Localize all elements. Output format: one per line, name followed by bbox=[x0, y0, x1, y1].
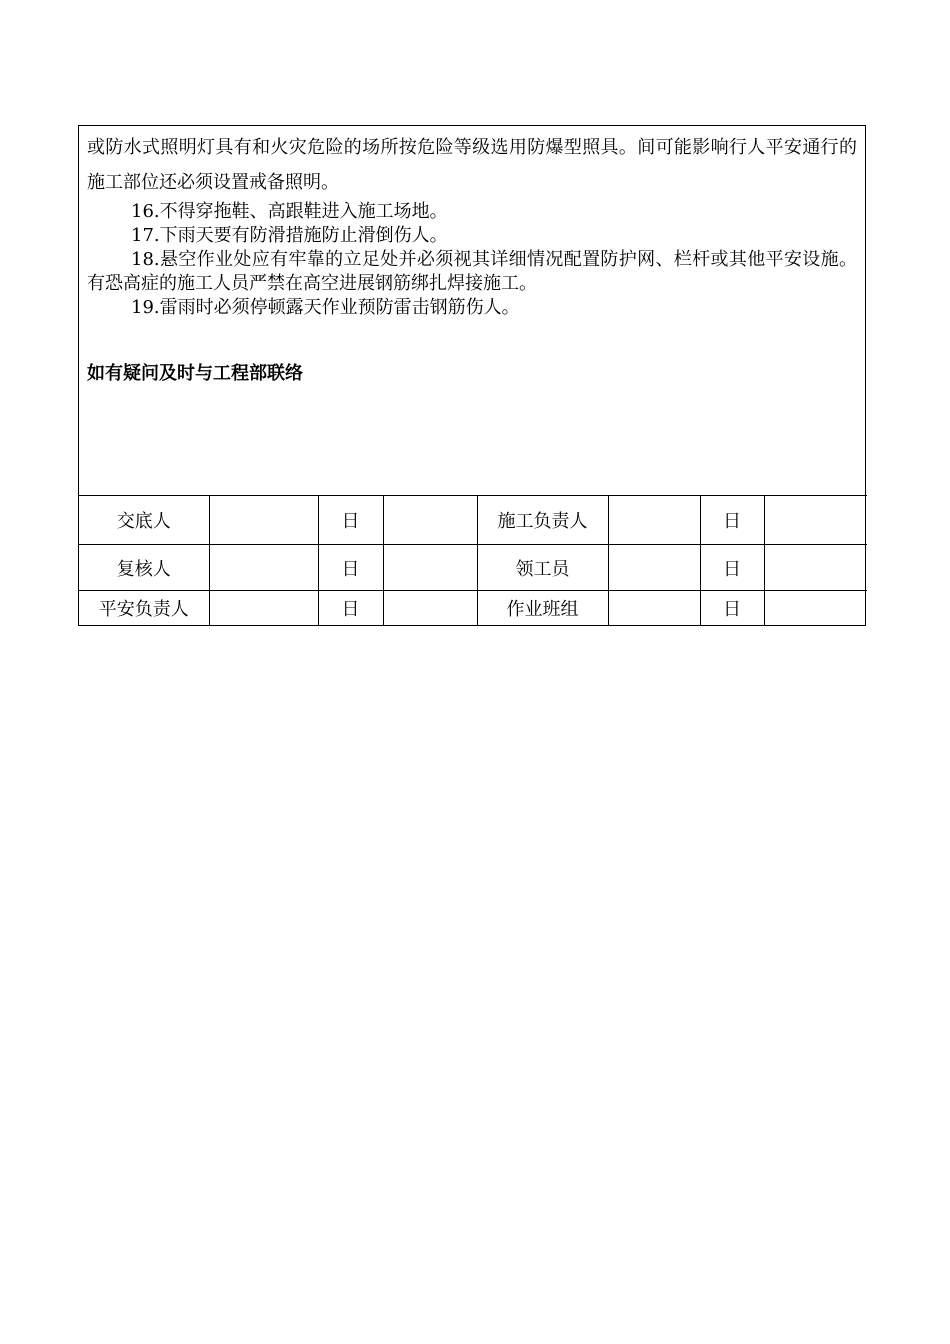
date-label: 日 bbox=[318, 545, 383, 591]
signature-field[interactable] bbox=[209, 496, 318, 545]
date-field[interactable] bbox=[383, 591, 477, 625]
paragraph-item-17: 17.下雨天要有防滑措施防止滑倒伤人。 bbox=[131, 225, 448, 246]
signoff-table bbox=[79, 495, 867, 625]
signature-field[interactable] bbox=[209, 545, 318, 591]
date-label: 日 bbox=[700, 545, 764, 591]
date-field[interactable] bbox=[383, 545, 477, 591]
content-section bbox=[79, 126, 865, 495]
date-label: 日 bbox=[318, 496, 383, 545]
role-label: 平安负责人 bbox=[79, 591, 209, 625]
document-form bbox=[78, 125, 866, 626]
table-row bbox=[79, 545, 867, 591]
role-label: 施工负责人 bbox=[477, 496, 608, 545]
role-label: 复核人 bbox=[79, 545, 209, 591]
date-field[interactable] bbox=[764, 545, 867, 591]
signature-field[interactable] bbox=[608, 591, 700, 625]
paragraph-item-16: 16.不得穿拖鞋、高跟鞋进入施工场地。 bbox=[131, 201, 448, 222]
role-label: 作业班组 bbox=[477, 591, 608, 625]
signature-field[interactable] bbox=[209, 591, 318, 625]
paragraph-item-19: 19.雷雨时必须停顿露天作业预防雷击钢筋伤人。 bbox=[131, 297, 520, 318]
table-row bbox=[79, 591, 867, 625]
date-field[interactable] bbox=[383, 496, 477, 545]
table-row bbox=[79, 496, 867, 545]
contact-note: 如有疑问及时与工程部联络 bbox=[87, 363, 303, 384]
role-label: 交底人 bbox=[79, 496, 209, 545]
date-label: 日 bbox=[318, 591, 383, 625]
signature-field[interactable] bbox=[608, 496, 700, 545]
date-label: 日 bbox=[700, 591, 764, 625]
date-label: 日 bbox=[700, 496, 764, 545]
date-field[interactable] bbox=[764, 496, 867, 545]
signature-field[interactable] bbox=[608, 545, 700, 591]
paragraph-lighting: 或防水式照明灯具有和火灾危险的场所按危险等级选用防爆型照具。间可能影响行人平安通行的施工部位还必须设置戒备照明。 bbox=[87, 137, 857, 193]
role-label: 领工员 bbox=[477, 545, 608, 591]
paragraph-item-18: 18.悬空作业处应有牢靠的立足处并必须视其详细情况配置防护网、栏杆或其他平安设施。有恐高症的施工人员严禁在高空进展钢筋绑扎焊接施工。 bbox=[87, 249, 857, 294]
date-field[interactable] bbox=[764, 591, 867, 625]
